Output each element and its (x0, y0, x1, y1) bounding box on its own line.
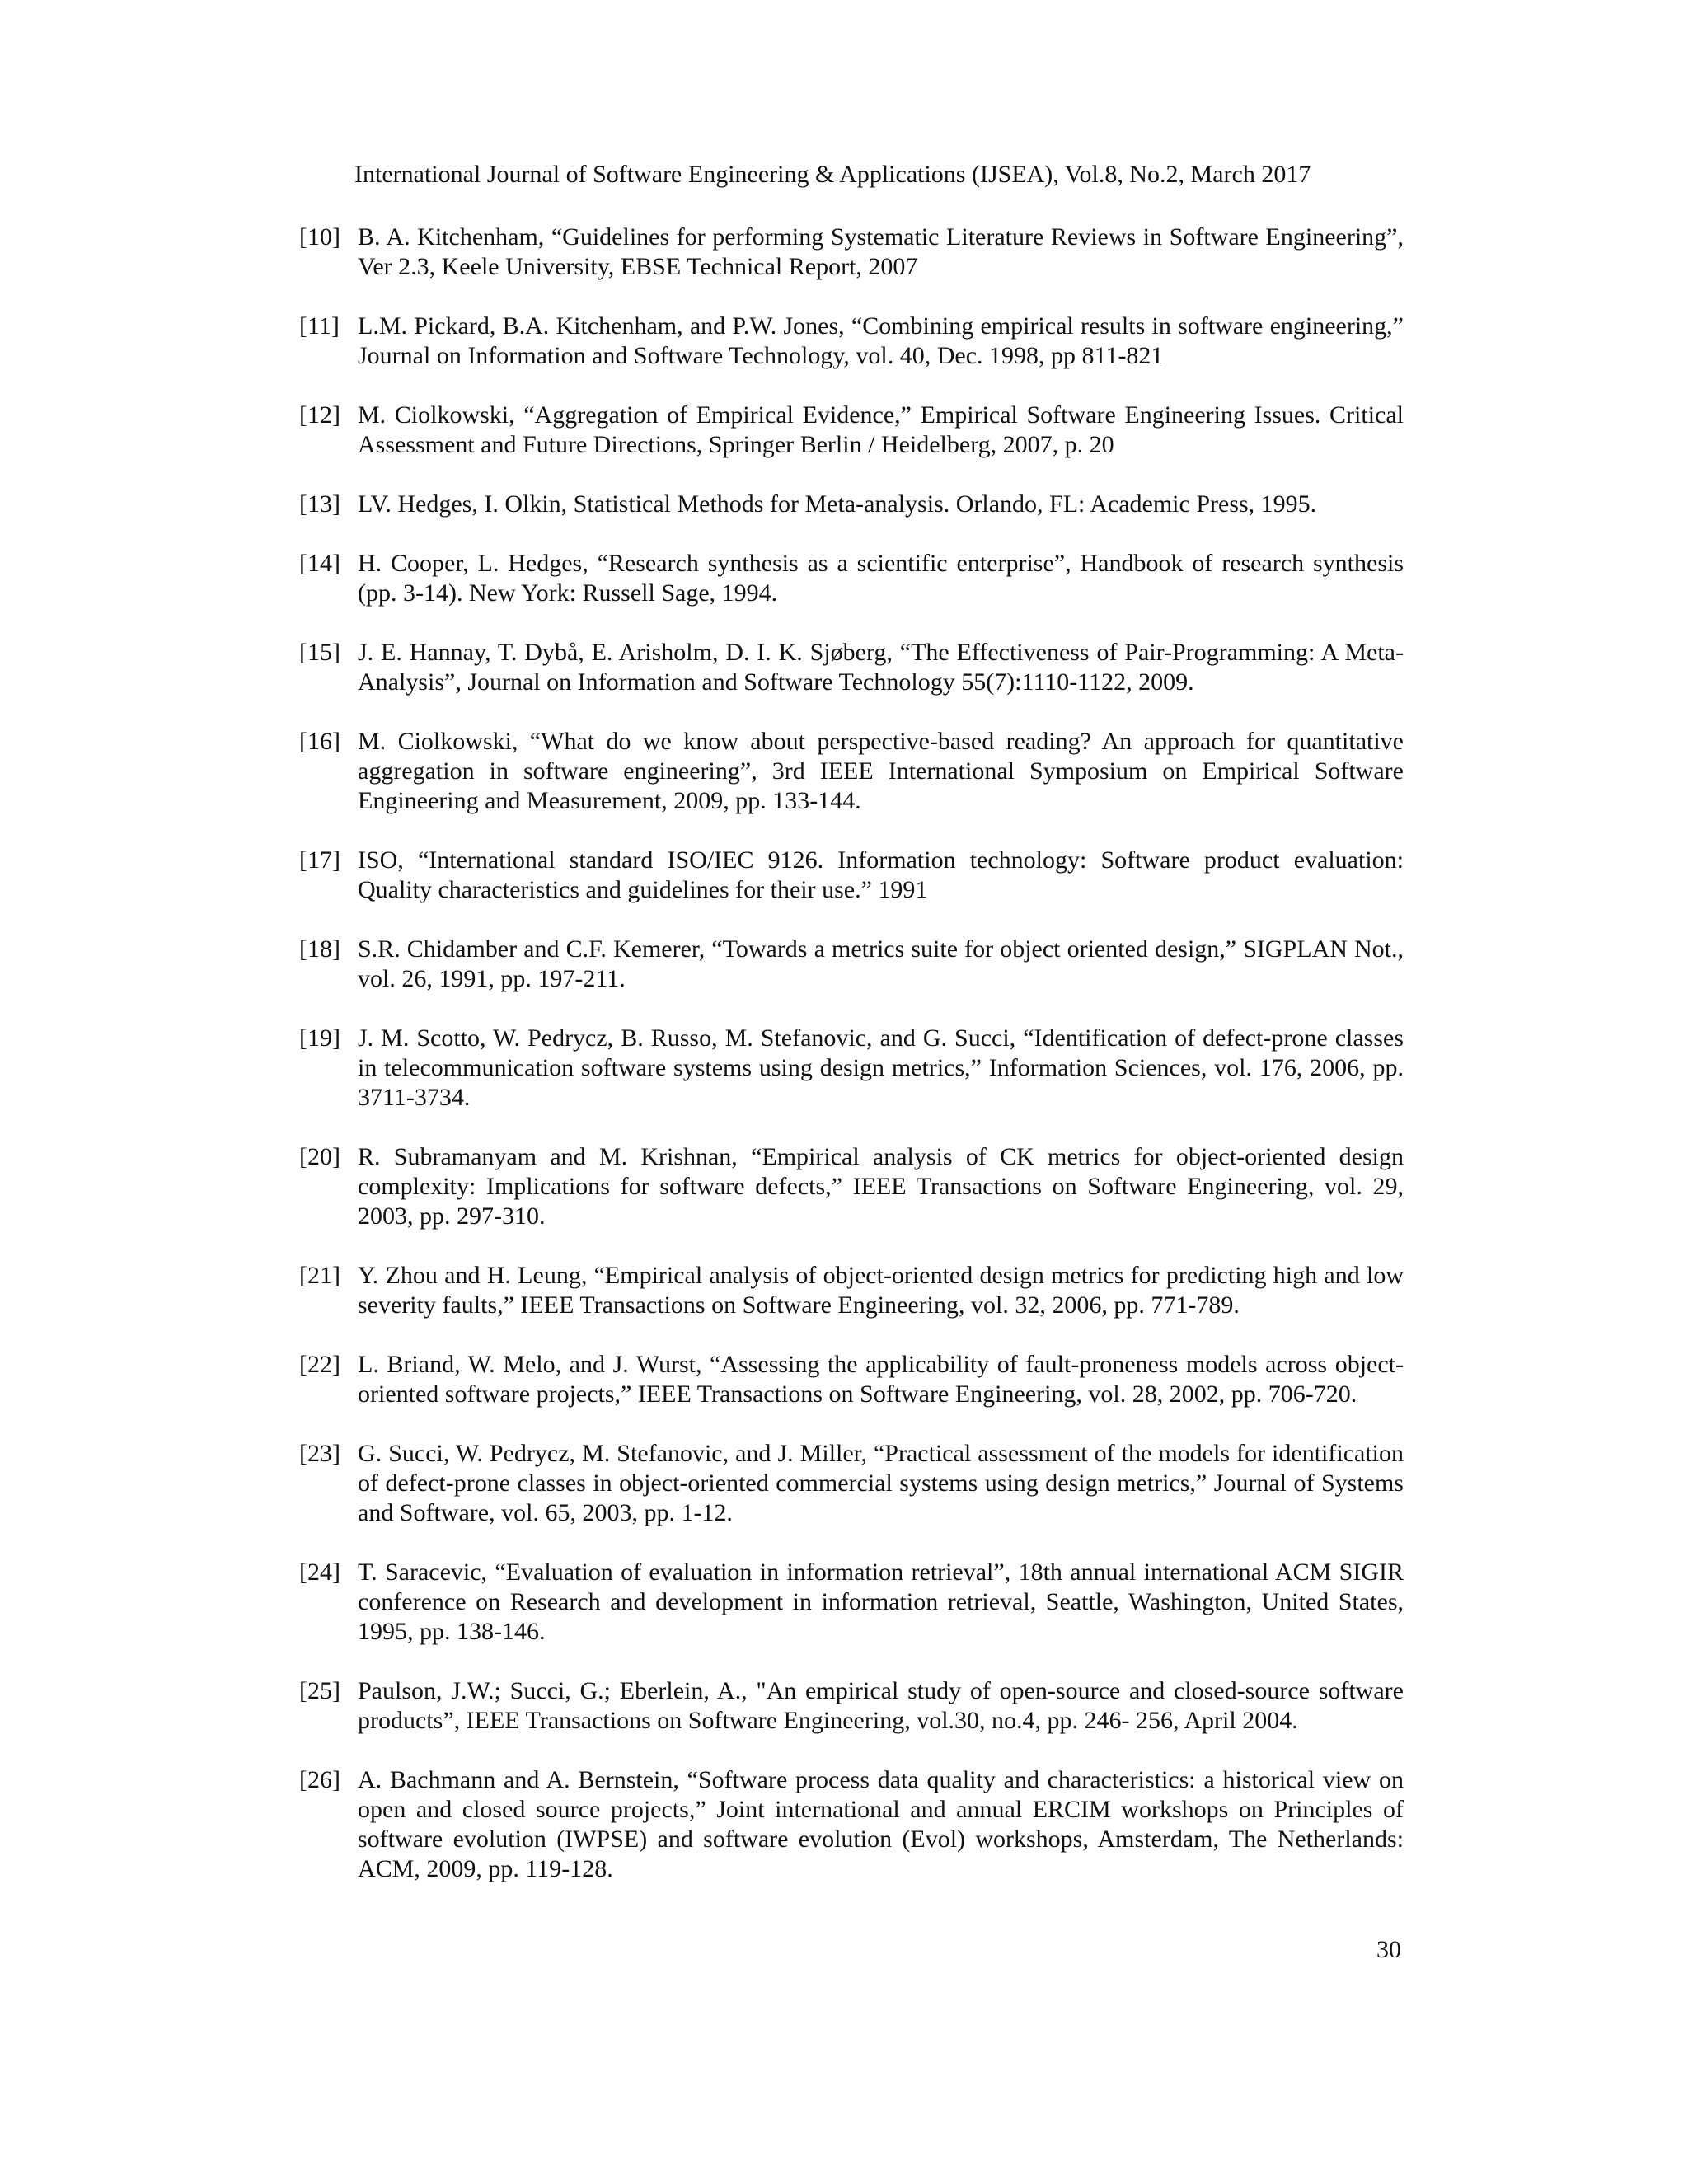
reference-number: [25] (299, 1677, 340, 1704)
reference-item (299, 846, 1404, 905)
reference-text: Paulson, J.W.; Succi, G.; Eberlein, A., "An empirical study of open-source and closed-source software products”, IEEE Transactions on Software Engineering, vol.30, no.4, pp. 246- 256, April 2004. (358, 1677, 1404, 1734)
page-number: 30 (1376, 1936, 1401, 1963)
reference-text: L. Briand, W. Melo, and J. Wurst, “Assessing the applicability of fault-proneness models across object-oriented software projects,” IEEE Transactions on Software Engineering, vol. 28, 2002, pp. 706-720. (358, 1351, 1404, 1408)
reference-item (299, 312, 1404, 371)
reference-item (299, 401, 1404, 460)
reference-item (299, 490, 1404, 519)
reference-item (299, 1261, 1404, 1320)
reference-number: [26] (299, 1766, 340, 1793)
reference-text: S.R. Chidamber and C.F. Kemerer, “Towards a metrics suite for object oriented design,” SIGPLAN Not., vol. 26, 1991, pp. 197-211. (358, 935, 1404, 992)
reference-text: A. Bachmann and A. Bernstein, “Software process data quality and characteristics: a historical view on open and closed source projects,” Joint international and annual ERCIM workshops on Principles of software evolution (IWPSE) and software evolution (Evol) workshops, Amsterdam, The Netherlands: ACM, 2009, pp. 119-128. (358, 1766, 1404, 1882)
reference-number: [16] (299, 728, 340, 755)
reference-text: J. E. Hannay, T. Dybå, E. Arisholm, D. I. K. Sjøberg, “The Effectiveness of Pair-Programming: A Meta-Analysis”, Journal on Information and Software Technology 55(7):1110-1122, 2009. (358, 639, 1404, 696)
reference-number: [13] (299, 490, 340, 518)
reference-text: LV. Hedges, I. Olkin, Statistical Methods for Meta-analysis. Orlando, FL: Academic Press, 1995. (358, 490, 1317, 518)
reference-item (299, 223, 1404, 282)
reference-number: [18] (299, 935, 340, 963)
reference-item (299, 1676, 1404, 1736)
reference-text: R. Subramanyam and M. Krishnan, “Empirical analysis of CK metrics for object-oriented design complexity: Implications for software defects,” IEEE Transactions on Software Engineering, vol. 29, 2003, pp. 297-310. (358, 1143, 1404, 1230)
reference-number: [15] (299, 639, 340, 666)
reference-number: [17] (299, 846, 340, 874)
reference-item (299, 1765, 1404, 1884)
reference-item (299, 1024, 1404, 1113)
reference-number: [19] (299, 1024, 340, 1052)
reference-list (299, 223, 1404, 1914)
reference-number: [24] (299, 1558, 340, 1586)
reference-text: L.M. Pickard, B.A. Kitchenham, and P.W. Jones, “Combining empirical results in software engineering,” Journal on Information and Software Technology, vol. 40, Dec. 1998, pp 811-821 (358, 312, 1404, 369)
reference-text: M. Ciolkowski, “Aggregation of Empirical Evidence,” Empirical Software Engineering Issues. Critical Assessment and Future Directions, Springer Berlin / Heidelberg, 2007, p. 20 (358, 401, 1404, 458)
reference-item (299, 727, 1404, 816)
reference-number: [20] (299, 1143, 340, 1170)
reference-text: T. Saracevic, “Evaluation of evaluation in information retrieval”, 18th annual international ACM SIGIR conference on Research and development in information retrieval, Seattle, Washington, United States, 1995, pp. 138-146. (358, 1558, 1404, 1645)
reference-number: [14] (299, 550, 340, 577)
reference-number: [21] (299, 1262, 340, 1289)
reference-number: [11] (299, 312, 340, 340)
reference-item (299, 1439, 1404, 1528)
reference-number: [12] (299, 401, 340, 429)
reference-item (299, 549, 1404, 608)
reference-number: [23] (299, 1440, 340, 1467)
reference-item (299, 935, 1404, 994)
reference-item (299, 1142, 1404, 1231)
running-header: International Journal of Software Engineering & Applications (IJSEA), Vol.8, No.2, March 2017 (354, 161, 1311, 188)
reference-number: [22] (299, 1351, 340, 1378)
reference-text: H. Cooper, L. Hedges, “Research synthesis as a scientific enterprise”, Handbook of research synthesis (pp. 3-14). New York: Russell Sage, 1994. (358, 550, 1404, 607)
reference-item (299, 638, 1404, 697)
reference-number: [10] (299, 223, 340, 251)
reference-text: J. M. Scotto, W. Pedrycz, B. Russo, M. Stefanovic, and G. Succi, “Identification of defect-prone classes in telecommunication software systems using design metrics,” Information Sciences, vol. 176, 2006, pp. 3711-3734. (358, 1024, 1404, 1111)
reference-text: B. A. Kitchenham, “Guidelines for performing Systematic Literature Reviews in Software Engineering”, Ver 2.3, Keele University, EBSE Technical Report, 2007 (358, 223, 1404, 280)
reference-item (299, 1558, 1404, 1647)
reference-text: Y. Zhou and H. Leung, “Empirical analysis of object-oriented design metrics for predicting high and low severity faults,” IEEE Transactions on Software Engineering, vol. 32, 2006, pp. 771-789. (358, 1262, 1404, 1319)
reference-item (299, 1350, 1404, 1409)
reference-text: G. Succi, W. Pedrycz, M. Stefanovic, and J. Miller, “Practical assessment of the models for identification of defect-prone classes in object-oriented commercial systems using design metrics,” Journal of Systems and Software, vol. 65, 2003, pp. 1-12. (358, 1440, 1404, 1526)
reference-text: M. Ciolkowski, “What do we know about perspective-based reading? An approach for quantitative aggregation in software engineering”, 3rd IEEE International Symposium on Empirical Software Engineering and Measurement, 2009, pp. 133-144. (358, 728, 1404, 814)
reference-text: ISO, “International standard ISO/IEC 9126. Information technology: Software product evaluation: Quality characteristics and guidelines for their use.” 1991 (358, 846, 1404, 903)
